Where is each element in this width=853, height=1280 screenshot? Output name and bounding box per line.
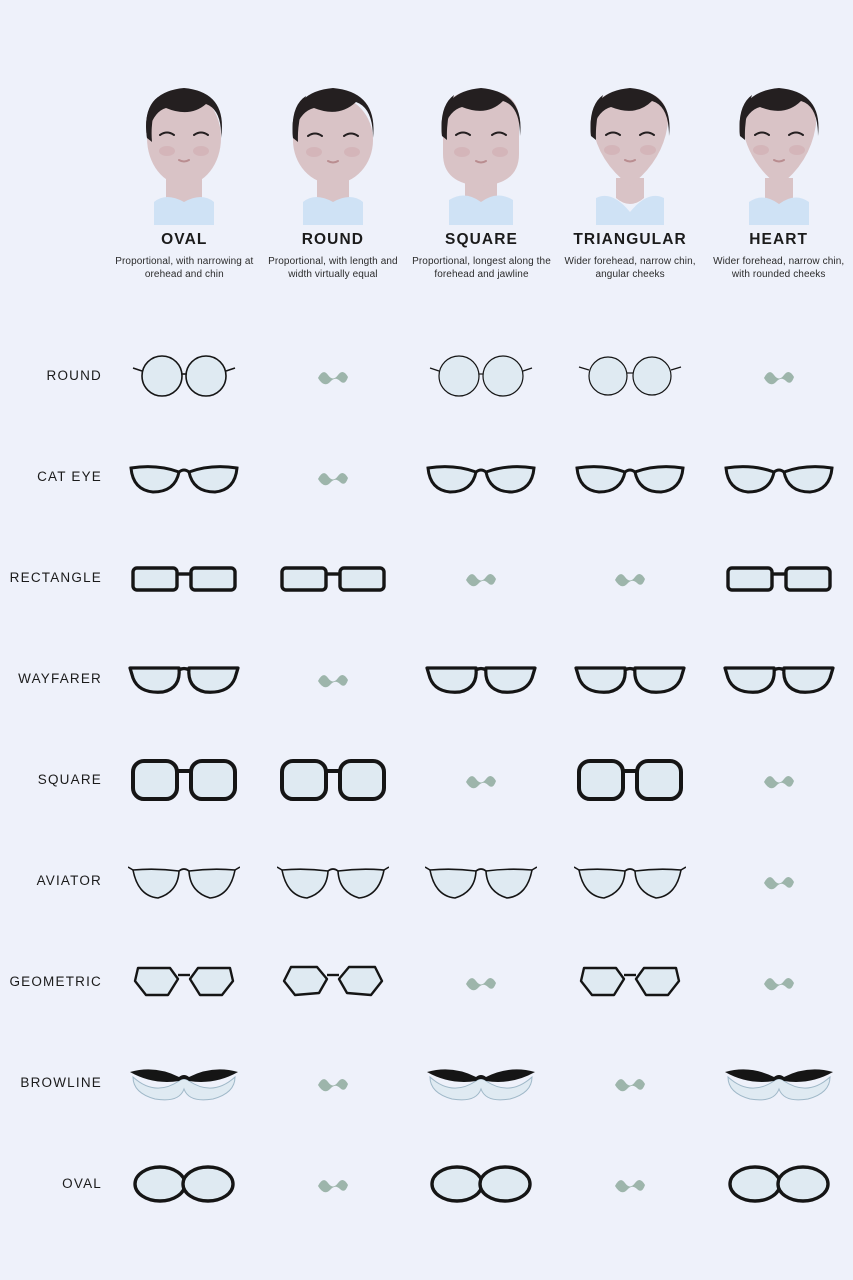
cell-cat-eye-square[interactable] xyxy=(407,426,556,527)
table-row xyxy=(0,628,853,729)
cell-wayfarer-heart[interactable] xyxy=(704,628,853,729)
row-label-round: ROUND xyxy=(46,368,102,383)
face-column-square xyxy=(407,50,556,310)
face-title-oval: OVAL xyxy=(161,231,208,248)
row-label-geometric: GEOMETRIC xyxy=(9,974,102,989)
cell-wayfarer-oval[interactable] xyxy=(110,628,259,729)
cell-round-triangular[interactable] xyxy=(556,325,705,426)
face-desc-round: Proportional, with length and width virtually equal xyxy=(268,256,398,280)
cell-round-oval[interactable] xyxy=(110,325,259,426)
row-label-rectangle: RECTANGLE xyxy=(9,570,102,585)
row-label-browline: BROWLINE xyxy=(20,1075,102,1090)
cell-browline-square[interactable] xyxy=(407,1032,556,1133)
cell-rectangle-round[interactable] xyxy=(259,527,408,628)
header-spacer xyxy=(0,50,110,310)
cell-cat-eye-round[interactable] xyxy=(259,426,408,527)
cell-square-square[interactable] xyxy=(407,729,556,830)
frame-matrix xyxy=(0,325,853,1234)
face-title-triangular: TRIANGULAR xyxy=(573,231,687,248)
cell-rectangle-oval[interactable] xyxy=(110,527,259,628)
face-illustration-square xyxy=(407,50,555,225)
face-column-round xyxy=(259,50,408,310)
table-row xyxy=(0,729,853,830)
face-title-round: ROUND xyxy=(301,231,365,248)
table-row xyxy=(0,1032,853,1133)
table-row xyxy=(0,830,853,931)
face-illustration-heart xyxy=(705,50,853,225)
cell-rectangle-square[interactable] xyxy=(407,527,556,628)
cell-browline-heart[interactable] xyxy=(704,1032,853,1133)
face-desc-square: Proportional, longest along the forehead and jawline xyxy=(412,256,551,280)
cell-aviator-oval[interactable] xyxy=(110,830,259,931)
cell-rectangle-heart[interactable] xyxy=(704,527,853,628)
cell-round-round[interactable] xyxy=(259,325,408,426)
cell-round-square[interactable] xyxy=(407,325,556,426)
cell-square-heart[interactable] xyxy=(704,729,853,830)
face-shape-header-row xyxy=(0,50,853,310)
cell-wayfarer-round[interactable] xyxy=(259,628,408,729)
cell-oval-triangular[interactable] xyxy=(556,1133,705,1234)
cell-oval-square[interactable] xyxy=(407,1133,556,1234)
row-label-cat-eye: CAT EYE xyxy=(37,469,102,484)
cell-square-round[interactable] xyxy=(259,729,408,830)
cell-cat-eye-heart[interactable] xyxy=(704,426,853,527)
table-row xyxy=(0,325,853,426)
cell-wayfarer-square[interactable] xyxy=(407,628,556,729)
face-desc-triangular: Wider forehead, narrow chin, angular cheeks xyxy=(564,256,696,280)
cell-geometric-heart[interactable] xyxy=(704,931,853,1032)
cell-round-heart[interactable] xyxy=(704,325,853,426)
row-label-wayfarer: WAYFARER xyxy=(18,671,102,686)
face-title-heart: HEART xyxy=(749,231,809,248)
face-column-triangular xyxy=(556,50,705,310)
row-label-aviator: AVIATOR xyxy=(36,873,102,888)
table-row xyxy=(0,426,853,527)
cell-cat-eye-triangular[interactable] xyxy=(556,426,705,527)
face-desc-oval: Proportional, with narrowing at orehead and chin xyxy=(115,256,254,280)
face-illustration-oval xyxy=(110,50,258,225)
cell-geometric-oval[interactable] xyxy=(110,931,259,1032)
cell-browline-triangular[interactable] xyxy=(556,1032,705,1133)
cell-aviator-round[interactable] xyxy=(259,830,408,931)
cell-cat-eye-oval[interactable] xyxy=(110,426,259,527)
table-row xyxy=(0,527,853,628)
cell-wayfarer-triangular[interactable] xyxy=(556,628,705,729)
cell-geometric-round[interactable] xyxy=(259,931,408,1032)
cell-browline-round[interactable] xyxy=(259,1032,408,1133)
face-illustration-round xyxy=(259,50,407,225)
cell-square-oval[interactable] xyxy=(110,729,259,830)
cell-oval-oval[interactable] xyxy=(110,1133,259,1234)
cell-aviator-triangular[interactable] xyxy=(556,830,705,931)
row-label-oval: OVAL xyxy=(62,1176,102,1191)
cell-oval-heart[interactable] xyxy=(704,1133,853,1234)
face-column-heart xyxy=(704,50,853,310)
table-row xyxy=(0,931,853,1032)
cell-aviator-heart[interactable] xyxy=(704,830,853,931)
face-column-oval xyxy=(110,50,259,310)
cell-aviator-square[interactable] xyxy=(407,830,556,931)
cell-geometric-square[interactable] xyxy=(407,931,556,1032)
row-label-square: SQUARE xyxy=(37,772,102,787)
cell-square-triangular[interactable] xyxy=(556,729,705,830)
cell-oval-round[interactable] xyxy=(259,1133,408,1234)
cell-rectangle-triangular[interactable] xyxy=(556,527,705,628)
table-row xyxy=(0,1133,853,1234)
cell-geometric-triangular[interactable] xyxy=(556,931,705,1032)
face-illustration-triangular xyxy=(556,50,704,225)
cell-browline-oval[interactable] xyxy=(110,1032,259,1133)
face-desc-heart: Wider forehead, narrow chin, with rounded cheeks xyxy=(713,256,845,280)
face-title-square: SQUARE xyxy=(445,231,518,248)
